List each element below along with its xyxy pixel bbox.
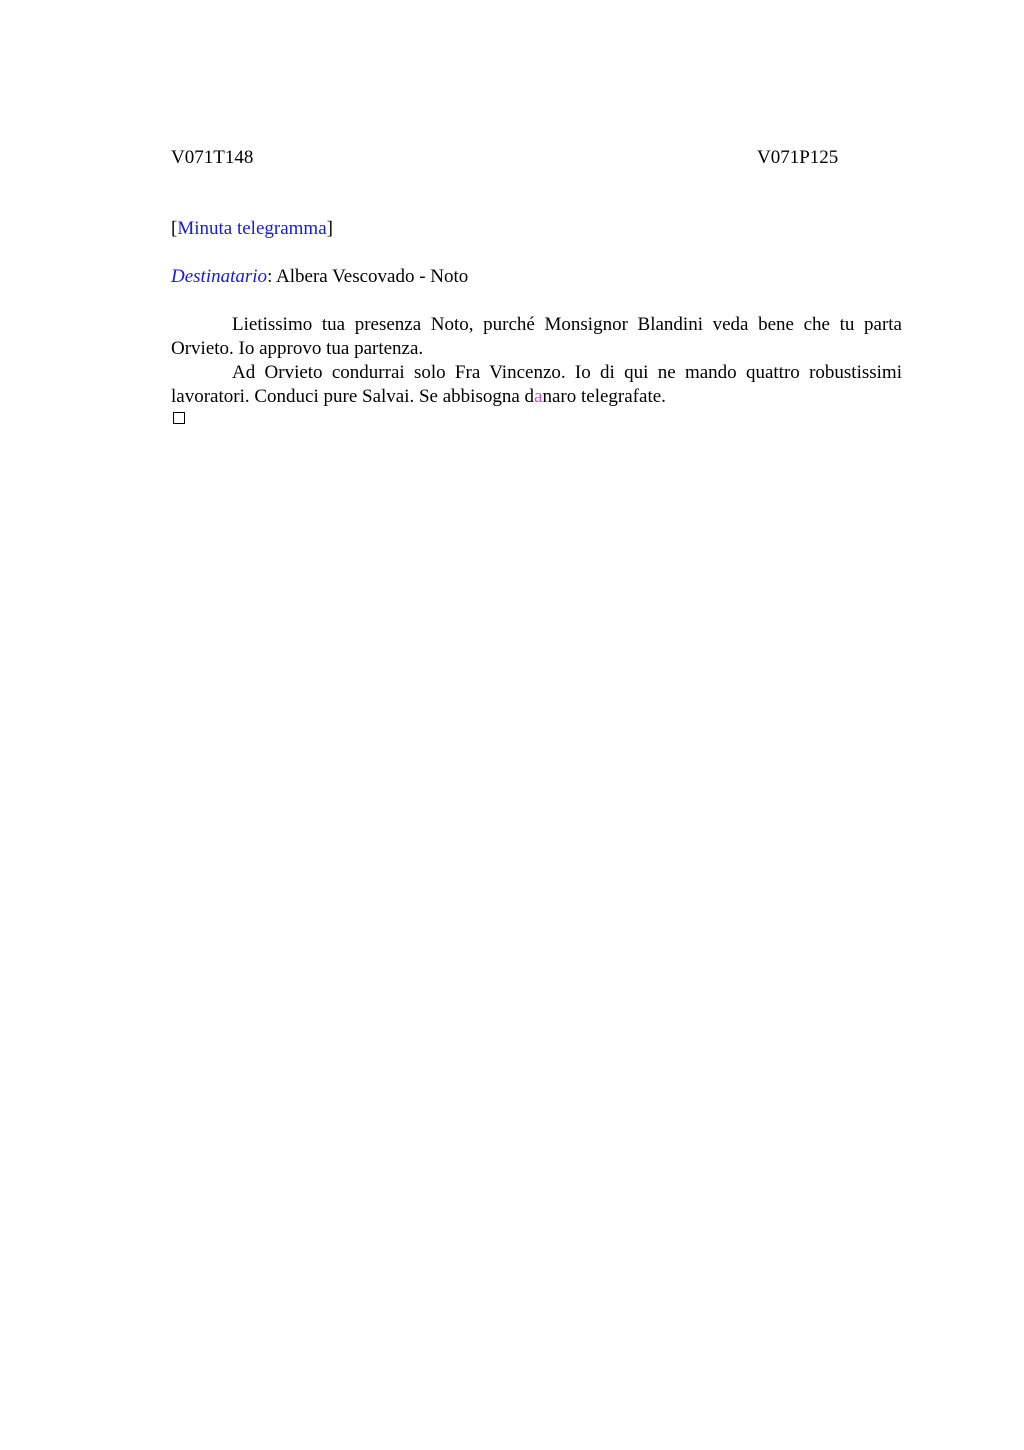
document-type [171,217,333,241]
body-paragraph-2-text-before: Ad Orvieto condurrai solo Fra Vincenzo. Io di qui ne mando quattro robustissimi lavoratori. Conduci pure Salvai. Se abbisogna d [171,362,902,407]
document-code-left: V071T148 [171,147,254,168]
recipient-line [171,265,468,289]
document-type-close-bracket: ] [326,218,333,239]
document-type-open-bracket: [ [171,218,178,239]
recipient-separator: : [267,266,277,287]
recipient-label: Destinatario [171,266,268,287]
document-code-right: V071P125 [757,147,839,168]
document-type-label: Minuta telegramma [177,218,327,239]
recipient-value: Albera Vescovado - Noto [276,266,469,287]
correction-highlight: a [534,386,543,407]
square-outline-icon [173,412,185,424]
body-paragraph-2-text-after: naro telegrafate. [542,386,666,407]
body-paragraph-2 [171,361,902,409]
body-paragraph-1: Lietissimo tua presenza Noto, purché Monsignor Blandini veda bene che tu parta Orvieto. Io approvo tua partenza. [171,314,902,359]
